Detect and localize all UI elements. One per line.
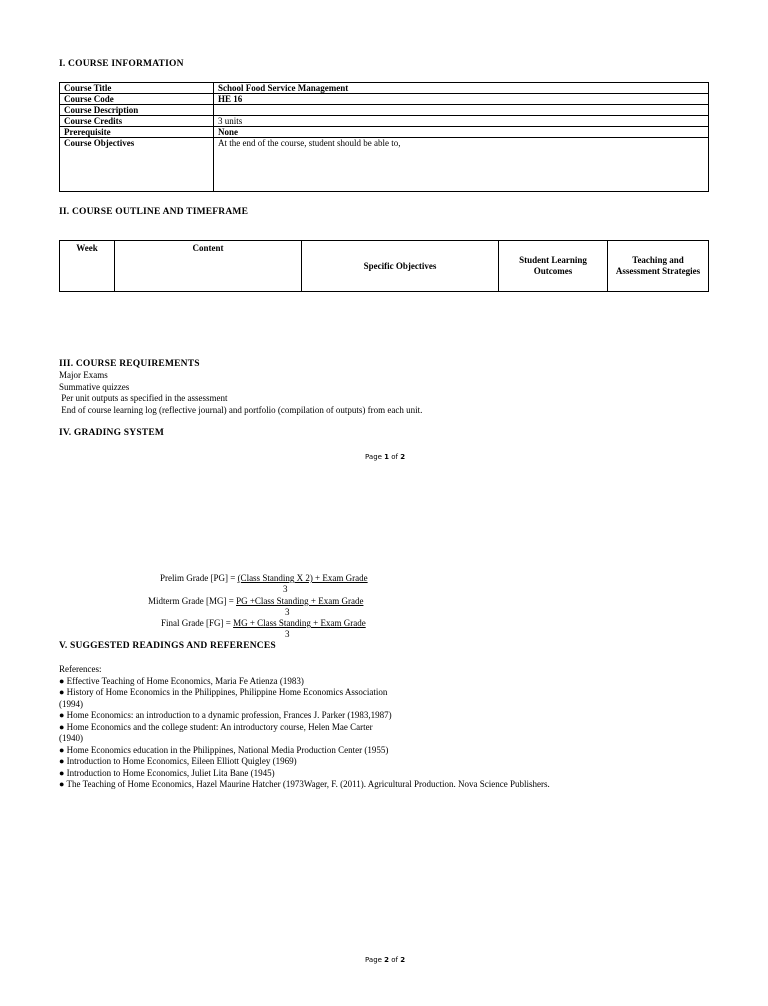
list-item: ● Introduction to Home Economics, Eileen Elliott Quigley (1969) bbox=[59, 756, 297, 766]
course-objectives-label: Course Objectives bbox=[60, 138, 214, 192]
prelim-grade-divisor: 3 bbox=[283, 584, 288, 594]
list-item: ● Home Economics: an introduction to a dynamic profession, Frances J. Parker (1983,1987) bbox=[59, 710, 392, 720]
section-title-grading-system: IV. GRADING SYSTEM bbox=[59, 428, 165, 438]
course-code-label: Course Code bbox=[60, 94, 214, 105]
course-title-value: School Food Service Management bbox=[214, 83, 709, 94]
list-item: End of course learning log (reflective journal) and portfolio (compilation of outputs) from each unit. bbox=[59, 404, 423, 415]
references-list bbox=[59, 664, 550, 791]
final-grade-divisor: 3 bbox=[285, 629, 290, 639]
list-item: Per unit outputs as specified in the assessment bbox=[59, 393, 228, 403]
list-item: ● Introduction to Home Economics, Juliet Lita Bane (1945) bbox=[59, 767, 275, 778]
final-grade-formula bbox=[161, 618, 366, 628]
prelim-grade-label: Prelim Grade [PG] = bbox=[160, 573, 238, 583]
course-objectives-value: At the end of the course, student should be able to, bbox=[214, 138, 709, 192]
prelim-grade-formula bbox=[160, 573, 368, 583]
header-teaching-strategies: Teaching and Assessment Strategies bbox=[608, 241, 709, 292]
section-title-course-information: I. COURSE INFORMATION bbox=[59, 59, 184, 69]
prerequisite-value: None bbox=[214, 127, 709, 138]
midterm-grade-divisor: 3 bbox=[285, 607, 290, 617]
header-learning-outcomes: Student Learning Outcomes bbox=[499, 241, 608, 292]
course-description-value bbox=[214, 105, 709, 116]
table-header-row bbox=[60, 241, 709, 292]
section-title-course-requirements: III. COURSE REQUIREMENTS bbox=[59, 359, 200, 369]
list-item: Major Exams bbox=[59, 370, 108, 380]
list-item: (1940) bbox=[59, 733, 83, 743]
midterm-grade-numerator: PG +Class Standing + Exam Grade bbox=[236, 596, 364, 606]
final-grade-numerator: MG + Class Standing + Exam Grade bbox=[233, 618, 366, 628]
course-title-label: Course Title bbox=[60, 83, 214, 94]
requirements-list bbox=[59, 370, 422, 416]
list-item: ● Home Economics and the college student: An introductory course, Helen Mae Carter bbox=[59, 721, 373, 732]
prerequisite-label: Prerequisite bbox=[60, 127, 214, 138]
list-item: ● Home Economics education in the Philippines, National Media Production Center (1955) bbox=[59, 744, 389, 755]
table-row bbox=[60, 83, 709, 94]
section-title-suggested-readings: V. SUGGESTED READINGS AND REFERENCES bbox=[59, 641, 276, 651]
table-row bbox=[60, 94, 709, 105]
page-number-1: Page 1 of 2 bbox=[365, 453, 406, 461]
list-item: (1994) bbox=[59, 698, 83, 709]
table-row bbox=[60, 116, 709, 127]
course-info-table bbox=[59, 82, 709, 192]
course-outline-table bbox=[59, 240, 709, 292]
list-item: ● The Teaching of Home Economics, Hazel Maurine Hatcher (1973Wager, F. (2011). Agricultural Production. Nova Science Publishers. bbox=[59, 779, 550, 789]
course-credits-label: Course Credits bbox=[60, 116, 214, 127]
prelim-grade-numerator: (Class Standing X 2) + Exam Grade bbox=[237, 573, 368, 583]
header-content: Content bbox=[115, 241, 302, 292]
table-row bbox=[60, 105, 709, 116]
header-specific-objectives: Specific Objectives bbox=[302, 241, 499, 292]
list-item: ● History of Home Economics in the Philippines, Philippine Home Economics Association bbox=[59, 687, 388, 697]
course-credits-value: 3 units bbox=[214, 116, 709, 127]
list-item: Summative quizzes bbox=[59, 381, 130, 392]
final-grade-label: Final Grade [FG] = bbox=[161, 618, 234, 628]
header-week: Week bbox=[60, 241, 115, 292]
course-description-label: Course Description bbox=[60, 105, 214, 116]
list-item: ● Effective Teaching of Home Economics, Maria Fe Atienza (1983) bbox=[59, 675, 304, 686]
midterm-grade-label: Midterm Grade [MG] = bbox=[148, 596, 237, 606]
course-code-value: HE 16 bbox=[214, 94, 709, 105]
section-title-course-outline: II. COURSE OUTLINE AND TIMEFRAME bbox=[59, 207, 249, 217]
midterm-grade-formula bbox=[148, 596, 363, 606]
table-row bbox=[60, 127, 709, 138]
references-heading: References: bbox=[59, 664, 102, 674]
page-number-2: Page 2 of 2 bbox=[365, 956, 406, 964]
table-row bbox=[60, 138, 709, 192]
